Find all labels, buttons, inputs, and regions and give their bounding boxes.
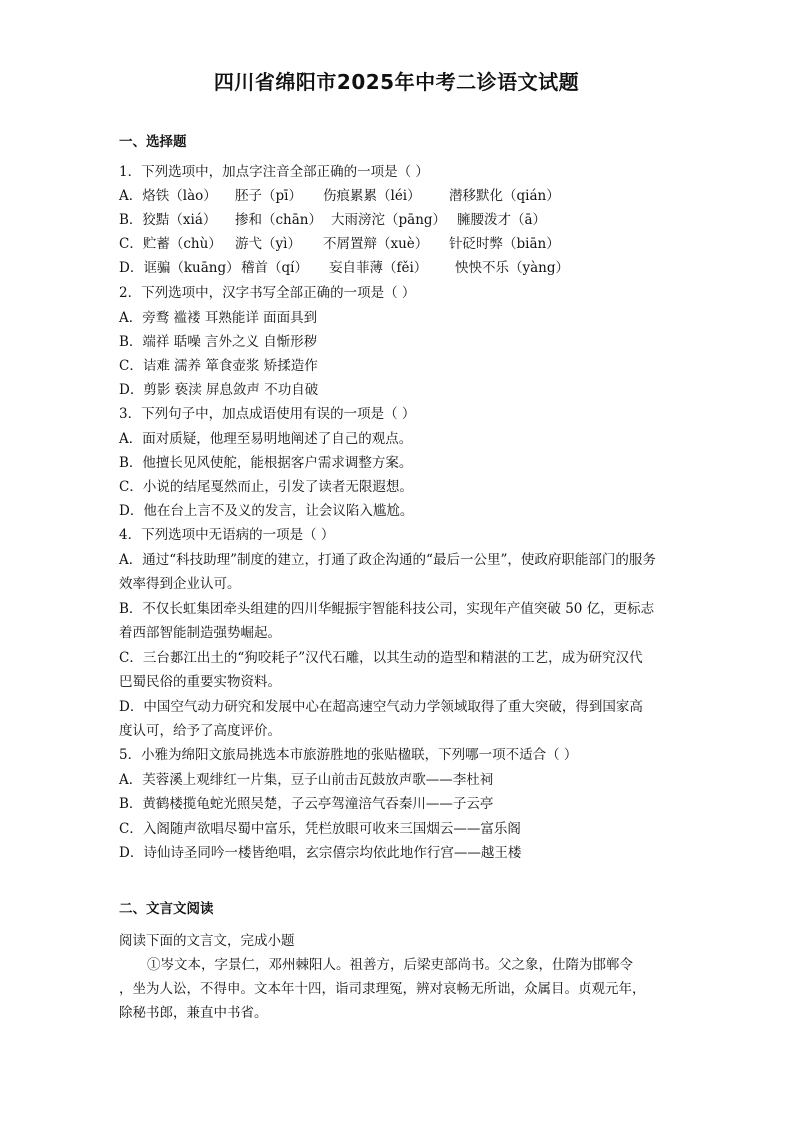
option-part: 掺和（chān） (235, 212, 322, 228)
option-part: B．狡黠（xiá） (119, 212, 217, 228)
section-2-intro: 阅读下面的文言文，完成小题 (119, 933, 295, 949)
question-3-stem: 3．下列句子中，加点成语使用有误的一项是（ ） (119, 406, 416, 422)
option-part: 怏怏不乐（yàng） (455, 260, 570, 276)
passage-line: ①岑文本，字景仁，邓州棘阳人。祖善方，后梁吏部尚书。父之象，仕隋为邯郸令 (147, 957, 633, 973)
option-part: A．烙铁（lào） (119, 188, 217, 204)
option-part: 妄自菲薄（fěi） (329, 260, 428, 276)
question-5-option-b: B．黄鹤楼揽龟蛇光照吴楚，子云亭驾潼涪气吞秦川——子云亭 (119, 796, 494, 812)
question-3-option-b: B．他擅长见风使舵，能根据客户需求调整方案。 (119, 455, 413, 471)
question-1-stem: 1．下列选项中，加点字注音全部正确的一项是（ ） (119, 164, 429, 180)
option-part: 不屑置辩（xuè） (323, 236, 429, 252)
option-part: 潜移默化（qián） (449, 188, 560, 204)
question-5-option-d: D．诗仙诗圣同吟一楼皆绝唱，玄宗僖宗均依此地作行宫——越王楼 (119, 845, 522, 861)
question-2-option-b: B．端祥 聒噪 言外之义 自惭形秽 (119, 334, 318, 350)
question-3-option-a: A．面对质疑，他理至易明地阐述了自己的观点。 (119, 431, 413, 447)
option-part: 稽首（qí） (241, 260, 308, 276)
section-1-heading: 一、选择题 (119, 134, 187, 150)
option-part: C．贮蓄（chù） (119, 236, 222, 252)
question-5-option-a: A．芙蓉溪上观绯红一片集，豆子山前击瓦鼓放声歌——李杜祠 (119, 772, 494, 788)
question-2-option-d: D．剪影 亵渎 屏息敛声 不功自破 (119, 382, 319, 398)
option-part: D．诓骗（kuāng） (119, 260, 240, 276)
question-4-line: C．三台郪江出土的“狗咬耗子”汉代石雕，以其生动的造型和精湛的工艺，成为研究汉代 (119, 650, 643, 666)
option-part: 针砭时弊（biān） (449, 236, 560, 252)
option-part: 胚子（pī） (235, 188, 302, 204)
question-4-line: 着西部智能制造强势崛起。 (119, 625, 281, 641)
question-2-option-a: A．旁鹜 褴褛 耳熟能详 面面具到 (119, 310, 318, 326)
option-part: 大雨滂沱（pāng） (331, 212, 447, 228)
question-1-option-a (119, 187, 560, 205)
question-1-option-d (119, 259, 569, 277)
question-2-option-c: C．诘难 濡养 箪食壶浆 矫揉造作 (119, 358, 318, 374)
question-4-stem: 4．下列选项中无语病的一项是（ ） (119, 527, 335, 543)
question-3-option-c: C．小说的结尾戛然而止，引发了读者无限遐想。 (119, 479, 413, 495)
passage-line: ，坐为人讼，不得申。文本年十四，诣司隶理冤，辨对哀畅无所诎，众属目。贞观元年， (119, 981, 646, 997)
question-1-option-c (119, 235, 560, 253)
question-1-option-b (119, 211, 546, 229)
passage-line: 除秘书郎，兼直中书省。 (119, 1005, 268, 1021)
question-4-line: A．通过“科技助理”制度的建立，打通了政企沟通的“最后一公里”，使政府职能部门的服务 (119, 552, 656, 568)
document-title: 四川省绵阳市2025年中考二诊语文试题 (213, 70, 580, 94)
option-part: 游弋（yì） (235, 236, 301, 252)
question-4-line: 度认可，给予了高度评价。 (119, 723, 281, 739)
question-4-line: B．不仅长虹集团牵头组建的四川华鲲振宇智能科技公司，实现年产值突破 50 亿，更标志 (119, 601, 655, 617)
question-4-line: 效率得到企业认可。 (119, 576, 241, 592)
question-2-stem: 2．下列选项中，汉字书写全部正确的一项是（ ） (119, 285, 416, 301)
question-4-line: 巴蜀民俗的重要实物资料。 (119, 674, 281, 690)
section-2-heading: 二、文言文阅读 (119, 901, 214, 917)
question-3-option-d: D．他在台上言不及义的发言，让会议陷入尴尬。 (119, 503, 414, 519)
question-5-option-c: C．入阁随声欲唱尽蜀中富乐，凭栏放眼可收来三国烟云——富乐阁 (119, 821, 521, 837)
question-4-line: D．中国空气动力研究和发展中心在超高速空气动力学领域取得了重大突破，得到国家高 (119, 699, 643, 715)
option-part: 伤痕累累（léi） (323, 188, 421, 204)
question-5-stem: 5．小雅为绵阳文旅局挑选本市旅游胜地的张贴楹联，下列哪一项不适合（ ） (119, 747, 578, 763)
option-part: 臃腰泼才（ā） (457, 212, 547, 228)
